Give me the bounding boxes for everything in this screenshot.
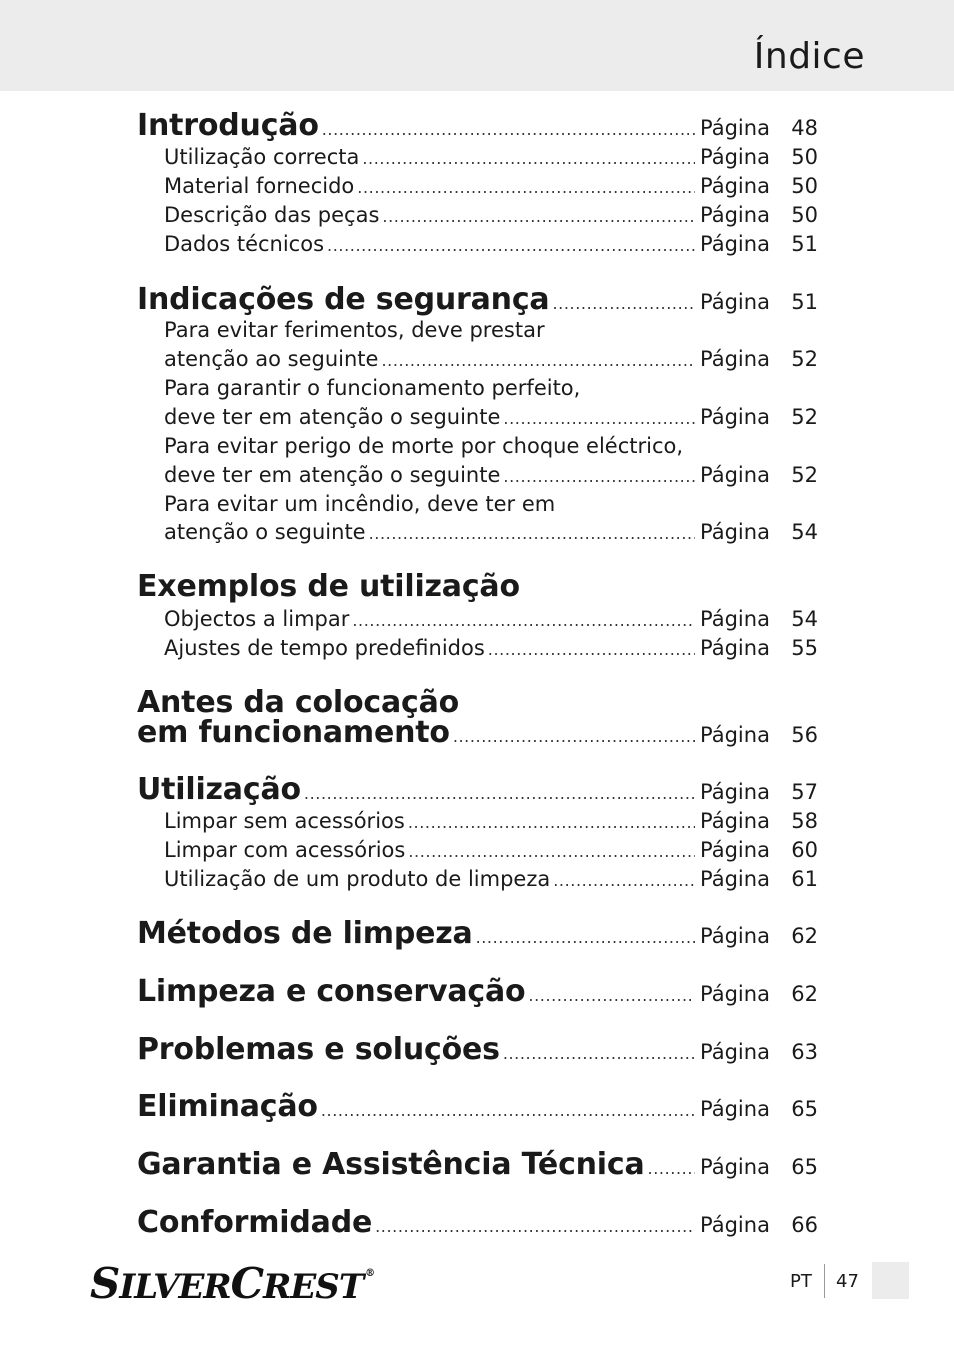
- toc-heading-antes-line1: Antes da colocação: [137, 685, 460, 720]
- toc-heading-problemas[interactable]: Problemas e soluções ..... Página 63: [137, 1032, 818, 1067]
- page-title: Índice: [753, 36, 865, 77]
- toc-item[interactable]: atenção o seguinte ..... Página 54: [164, 520, 818, 544]
- toc-heading-conformidade[interactable]: Conformidade ..... Página 66: [137, 1205, 818, 1240]
- toc-item[interactable]: Utilização correcta ..... Página 50: [164, 145, 818, 169]
- page-number: 47: [836, 1271, 859, 1292]
- toc-item[interactable]: deve ter em atenção o seguinte ..... Página 52: [164, 463, 818, 487]
- toc-heading-seguranca[interactable]: Indicações de segurança ..... Página 51: [137, 282, 818, 317]
- toc-heading-antes[interactable]: em funcionamento ..... Página 56: [137, 715, 818, 750]
- toc-heading-exemplos[interactable]: Exemplos de utilização: [137, 569, 520, 604]
- toc-item-line1: Para garantir o funcionamento perfeito,: [164, 376, 581, 400]
- footer-divider: [824, 1264, 825, 1298]
- footer-tab-marker: [872, 1262, 909, 1299]
- toc-item-line1: Para evitar perigo de morte por choque eléctrico,: [164, 434, 684, 458]
- toc-heading-metodos[interactable]: Métodos de limpeza ..... Página 62: [137, 916, 818, 951]
- toc-item[interactable]: Limpar sem acessórios ..... Página 58: [164, 809, 818, 833]
- language-code: PT: [790, 1271, 812, 1292]
- toc-item[interactable]: Limpar com acessórios ..... Página 60: [164, 838, 818, 862]
- toc-heading-utilizacao[interactable]: Utilização ..... Página 57: [137, 772, 818, 807]
- toc-item[interactable]: Dados técnicos ..... Página 51: [164, 232, 818, 256]
- toc-item[interactable]: Objectos a limpar ..... Página 54: [164, 607, 818, 631]
- toc-item[interactable]: deve ter em atenção o seguinte ..... Página 52: [164, 405, 818, 429]
- toc-item-line1: Para evitar ferimentos, deve prestar: [164, 318, 545, 342]
- toc-item[interactable]: Utilização de um produto de limpeza ..... Página 61: [164, 867, 818, 891]
- toc-item[interactable]: Descrição das peças ..... Página 50: [164, 203, 818, 227]
- toc-item[interactable]: Material fornecido ..... Página 50: [164, 174, 818, 198]
- toc-heading-garantia[interactable]: Garantia e Assistência Técnica ..... Página 65: [137, 1147, 818, 1182]
- toc-heading-limpeza[interactable]: Limpeza e conservação ..... Página 62: [137, 974, 818, 1009]
- toc-item-line1: Para evitar um incêndio, deve ter em: [164, 492, 556, 516]
- toc-heading-eliminacao[interactable]: Eliminação ..... Página 65: [137, 1089, 818, 1124]
- toc-heading-introducao[interactable]: Introdução ..... Página 48: [137, 108, 818, 143]
- toc-item[interactable]: Ajustes de tempo predefinidos ..... Página 55: [164, 636, 818, 660]
- silvercrest-logo: SILVERCREST ®: [90, 1259, 375, 1308]
- toc-item[interactable]: atenção ao seguinte ..... Página 52: [164, 347, 818, 371]
